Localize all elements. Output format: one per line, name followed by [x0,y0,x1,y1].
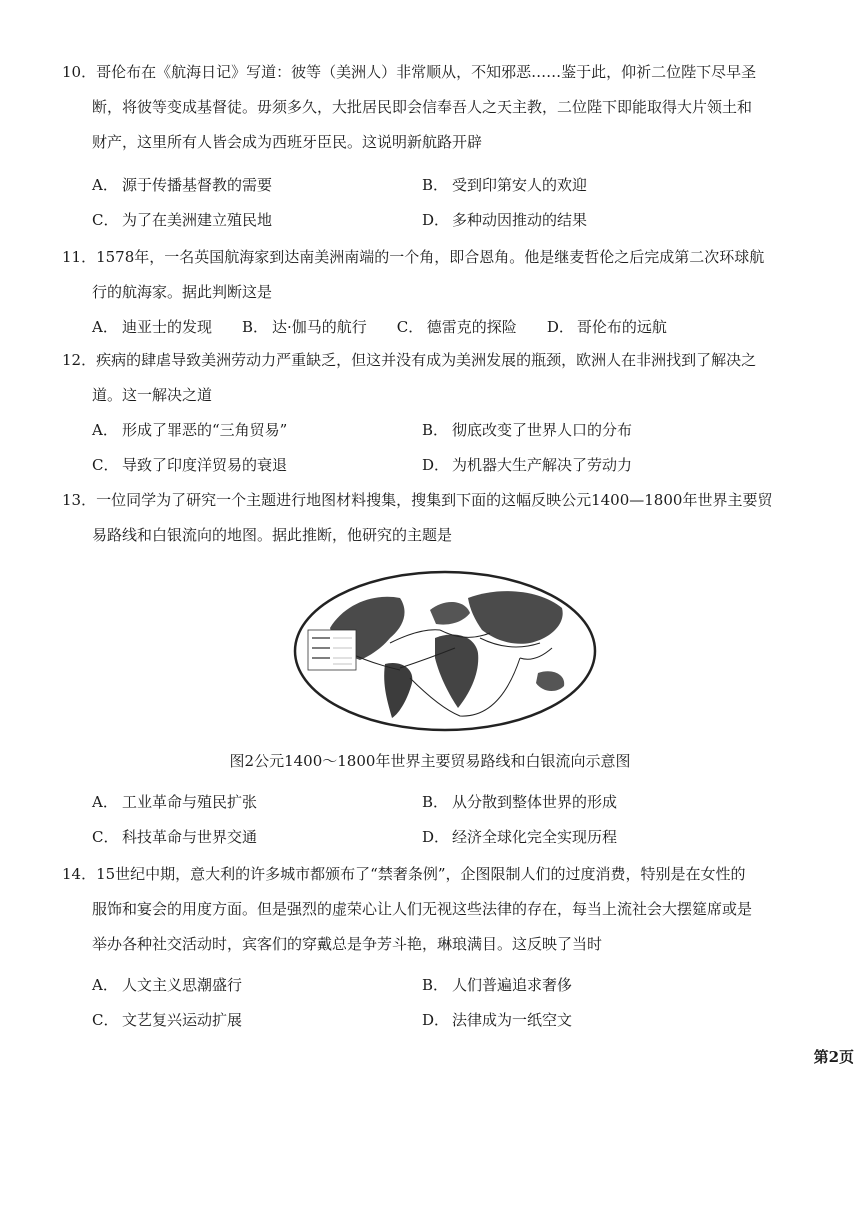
question-11 [62,240,822,310]
option-d: D． 多种动因推动的结果 [422,211,588,229]
question-12-line-1: 12．疾病的肆虐导致美洲劳动力严重缺乏，但这并没有成为美洲发展的瓶颈，欧洲人在非洲找到了解决之 [62,351,757,369]
question-11-line-2: 行的航海家。据此判断这是 [92,283,273,301]
question-14-line-1: 14．15世纪中期，意大利的许多城市都颁布了“禁奢条例”，企图限制人们的过度消费，特别是在女性的 [62,865,746,883]
question-10-line-2: 断，将彼等变成基督徒。毋须多久，大批居民即会信奉吾人之天主教，二位陛下即能取得大片领土和 [92,98,753,116]
question-10-line-3: 财产，这里所有人皆会成为西班牙臣民。这说明新航路开辟 [92,133,483,151]
question-10 [62,55,822,160]
question-10-line-1: 10．哥伦布在《航海日记》写道：彼等（美洲人）非常顺从，不知邪恶……鉴于此，仰祈二位陛下尽早圣 [62,63,757,81]
option-b: B． 达·伽马的航行 [242,318,367,336]
option-a: A． 源于传播基督教的需要 [92,176,273,194]
option-a: A． 形成了罪恶的“三角贸易” [92,421,288,439]
question-13-line-1: 13．一位同学为了研究一个主题进行地图材料搜集，搜集到下面的这幅反映公元1400—1800年世界主要贸 [62,491,773,509]
question-14-options [92,968,822,1038]
option-b: B． 从分散到整体世界的形成 [422,793,618,811]
question-11-options [92,310,822,345]
option-c: C． 为了在美洲建立殖民地 [92,211,273,229]
option-a: A． 人文主义思潮盛行 [92,976,243,994]
option-c: C． 科技革命与世界交通 [92,828,258,846]
page-number: 第2页 [813,1048,854,1066]
option-b: B． 人们普遍追求奢侈 [422,976,573,994]
option-c: C． 德雷克的探险 [396,318,517,336]
option-d: D． 哥伦布的远航 [546,318,667,336]
option-d: D． 经济全球化完全实现历程 [422,828,618,846]
option-b: B． 彻底改变了世界人口的分布 [422,421,633,439]
question-13 [62,483,822,553]
world-trade-map-figure [290,568,600,734]
question-12-line-2: 道。这一解决之道 [92,386,213,404]
question-13-options [92,785,822,855]
option-b: B． 受到印第安人的欢迎 [422,176,588,194]
figure-caption: 图2公元1400～1800年世界主要贸易路线和白银流向示意图 [229,752,631,770]
option-c: C． 文艺复兴运动扩展 [92,1011,243,1029]
option-d: D． 为机器大生产解决了劳动力 [422,456,633,474]
question-11-line-1: 11．1578年，一名英国航海家到达南美洲南端的一个角，即合恩角。他是继麦哲伦之后完成第二次环球航 [62,248,765,266]
question-14-line-2: 服饰和宴会的用度方面。但是强烈的虚荣心让人们无视这些法律的存在，每当上流社会大摆筵席或是 [92,900,753,918]
question-10-options [92,168,822,238]
question-12-options [92,413,822,483]
option-c: C． 导致了印度洋贸易的衰退 [92,456,288,474]
question-14-line-3: 举办各种社交活动时，宾客们的穿戴总是争芳斗艳，琳琅满目。这反映了当时 [92,935,603,953]
question-14 [62,857,822,962]
option-a: A． 迪亚士的发现 [92,318,213,336]
question-12 [62,343,822,413]
option-a: A． 工业革命与殖民扩张 [92,793,258,811]
question-13-line-2: 易路线和白银流向的地图。据此推断，他研究的主题是 [92,526,453,544]
option-d: D． 法律成为一纸空文 [422,1011,573,1029]
